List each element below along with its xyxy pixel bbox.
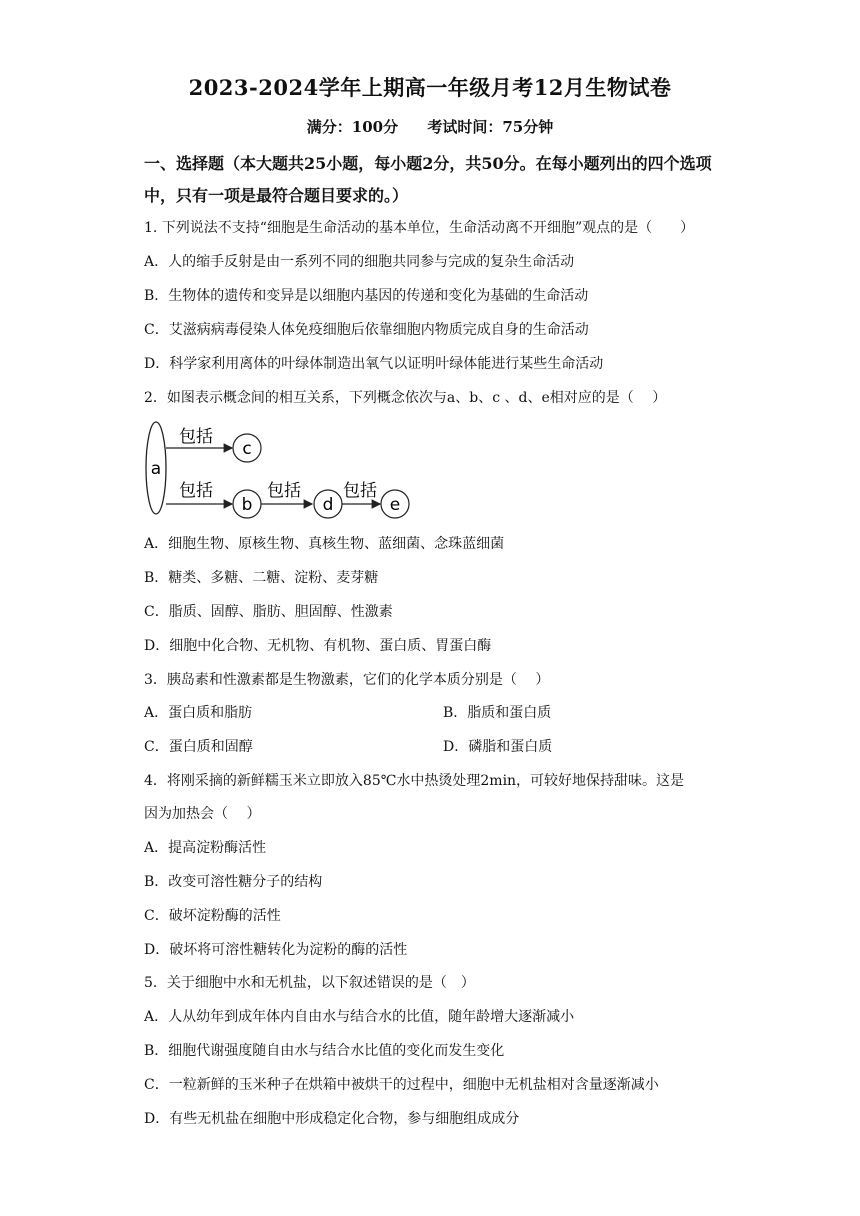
exam-time: 考试时间：75分钟 — [427, 118, 554, 136]
question-1-option-c: C．艾滋病病毒侵染人体免疫细胞后依靠细胞内物质完成自身的生命活动 — [144, 322, 589, 338]
question-1-option-d: D．科学家利用离体的叶绿体制造出氧气以证明叶绿体能进行某些生命活动 — [144, 356, 604, 372]
question-1-option-b: B．生物体的遗传和变异是以细胞内基因的传递和变化为基础的生命活动 — [144, 288, 589, 304]
full-score: 满分：100分 — [306, 118, 399, 136]
concept-d-label: d — [322, 495, 334, 515]
question-2-option-c: C．脂质、固醇、脂肪、胆固醇、性激素 — [144, 604, 393, 620]
concept-c-label: c — [242, 439, 252, 459]
question-4-stem-line2: 因为加热会（ ） — [144, 806, 261, 822]
question-2-stem: 2．如图表示概念间的相互关系，下列概念依次与a、b、c 、d、e相对应的是（ ） — [144, 390, 667, 406]
question-1-stem: 1. 下列说法不支持“细胞是生命活动的基本单位，生命活动离不开细胞”观点的是（ ） — [144, 220, 695, 236]
arrow-label-a-c: 包括 — [179, 427, 213, 447]
concept-e-label: e — [389, 495, 401, 515]
question-4-option-d: D．破坏将可溶性糖转化为淀粉的酶的活性 — [144, 942, 408, 958]
arrow-label-d-e: 包括 — [343, 481, 377, 501]
question-3-option-a: A．蛋白质和脂肪 — [144, 705, 253, 721]
question-3-option-d: D．磷脂和蛋白质 — [443, 739, 553, 755]
question-3-option-b: B．脂质和蛋白质 — [443, 705, 552, 721]
concept-b-label: b — [241, 495, 253, 515]
arrow-label-a-b: 包括 — [179, 481, 213, 501]
question-4-stem-line1: 4．将刚采摘的新鲜糯玉米立即放入85℃水中热烫处理2min，可较好地保持甜味。这是 — [144, 773, 685, 789]
question-3-option-c: C．蛋白质和固醇 — [144, 739, 253, 755]
question-4-option-a: A．提高淀粉酶活性 — [144, 840, 267, 856]
concept-a-label: a — [150, 459, 162, 479]
concept-diagram — [144, 420, 424, 520]
question-5-option-d: D．有些无机盐在细胞中形成稳定化合物，参与细胞组成成分 — [144, 1111, 520, 1127]
arrow-label-b-d: 包括 — [267, 481, 301, 501]
question-2-option-b: B．糖类、多糖、二糖、淀粉、麦芽糖 — [144, 570, 379, 586]
exam-title: 2023-2024学年上期高一年级月考12月生物试卷 — [188, 75, 672, 100]
question-3-stem: 3．胰岛素和性激素都是生物激素，它们的化学本质分别是（ ） — [144, 672, 550, 688]
question-4-option-b: B．改变可溶性糖分子的结构 — [144, 874, 323, 890]
section-heading: 一、选择题（本大题共25小题，每小题2分，共50分。在每小题列出的四个选项中，只有一项是最符合题目要求的。） — [144, 154, 712, 205]
question-5-option-b: B．细胞代谢强度随自由水与结合水比值的变化而发生变化 — [144, 1043, 505, 1059]
question-5-stem: 5．关于细胞中水和无机盐，以下叙述错误的是（ ） — [144, 975, 475, 991]
question-1-option-a: A．人的缩手反射是由一系列不同的细胞共同参与完成的复杂生命活动 — [144, 254, 575, 270]
question-4-option-c: C．破坏淀粉酶的活性 — [144, 908, 281, 924]
exam-meta — [0, 116, 860, 137]
question-2-option-a: A．细胞生物、原核生物、真核生物、蓝细菌、念珠蓝细菌 — [144, 536, 505, 552]
question-5-option-a: A．人从幼年到成年体内自由水与结合水的比值，随年龄增大逐渐减小 — [144, 1009, 575, 1025]
question-2-option-d: D．细胞中化合物、无机物、有机物、蛋白质、胃蛋白酶 — [144, 638, 492, 654]
question-5-option-c: C．一粒新鲜的玉米种子在烘箱中被烘干的过程中，细胞中无机盐相对含量逐渐减小 — [144, 1077, 659, 1093]
